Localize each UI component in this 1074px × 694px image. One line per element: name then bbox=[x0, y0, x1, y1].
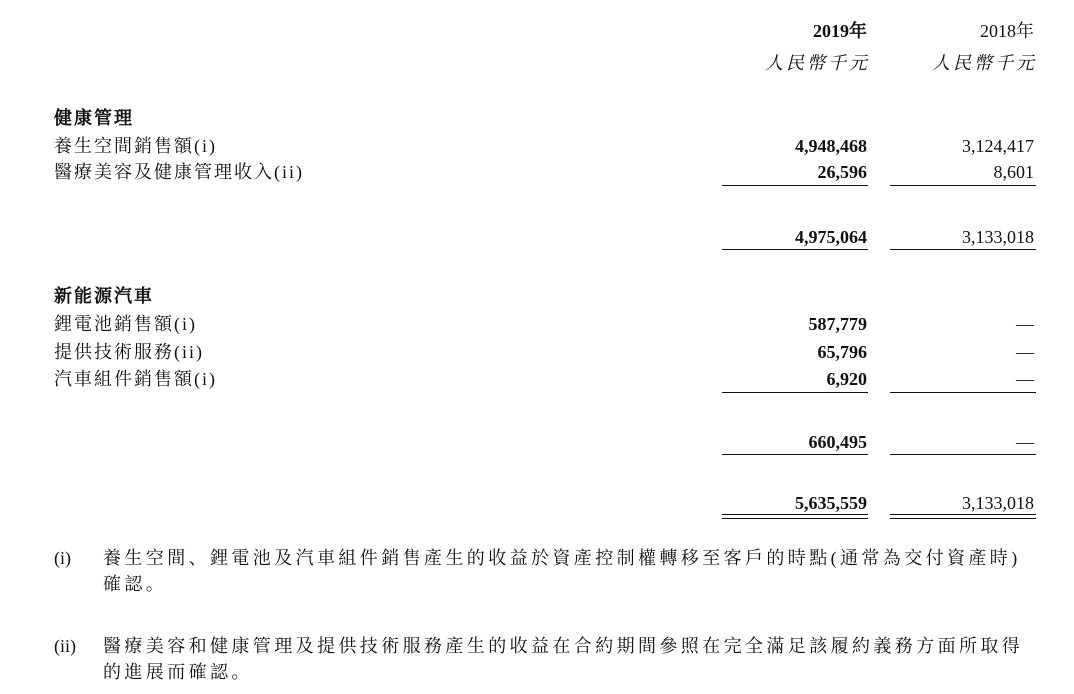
row-value-2019: 26,596 bbox=[817, 162, 867, 182]
note-paragraph: 養生空間、鋰電池及汽車組件銷售產生的收益於資產控制權轉移至客戶的時點(通常為交付資產時)確認。 bbox=[103, 548, 1021, 594]
row-label: 汽車組件銷售額(i) bbox=[54, 369, 217, 389]
subtotal-value-2018: — bbox=[1016, 432, 1034, 452]
double-rule-bottom bbox=[722, 518, 868, 519]
row-label: 提供技術服務(ii) bbox=[54, 342, 204, 362]
note-text bbox=[103, 545, 1038, 597]
row-value-2018: 8,601 bbox=[993, 162, 1034, 182]
unit-label-2018: 人民幣千元 bbox=[932, 53, 1037, 73]
note-text bbox=[103, 633, 1038, 685]
rule-line bbox=[722, 454, 868, 455]
double-rule-top bbox=[890, 514, 1036, 515]
row-value-2019: 65,796 bbox=[817, 342, 867, 362]
rule-line bbox=[722, 249, 868, 250]
total-value-2019: 5,635,559 bbox=[795, 493, 867, 513]
rule-line bbox=[890, 249, 1036, 250]
section-title-health: 健康管理 bbox=[54, 108, 134, 128]
unit-label-2019: 人民幣千元 bbox=[765, 53, 870, 73]
subtotal-value-2019: 4,975,064 bbox=[795, 227, 867, 247]
rule-line bbox=[890, 185, 1036, 186]
row-label: 醫療美容及健康管理收入(ii) bbox=[54, 162, 304, 182]
note-mark: (ii) bbox=[54, 636, 76, 656]
column-header-2018: 2018年 bbox=[980, 21, 1034, 41]
subtotal-value-2018: 3,133,018 bbox=[962, 227, 1034, 247]
row-value-2019: 587,779 bbox=[808, 314, 867, 334]
rule-line bbox=[722, 185, 868, 186]
row-value-2019: 4,948,468 bbox=[795, 136, 867, 156]
row-value-2018: — bbox=[1016, 369, 1034, 389]
double-rule-bottom bbox=[890, 518, 1036, 519]
row-label: 養生空間銷售額(i) bbox=[54, 136, 217, 156]
row-value-2018: 3,124,417 bbox=[962, 136, 1034, 156]
note-paragraph: 醫療美容和健康管理及提供技術服務產生的收益在合約期間參照在完全滿足該履約義務方面所取得的進展而確認。 bbox=[103, 636, 1024, 682]
rule-line bbox=[890, 392, 1036, 393]
row-value-2019: 6,920 bbox=[826, 369, 867, 389]
double-rule-top bbox=[722, 514, 868, 515]
total-value-2018: 3,133,018 bbox=[962, 493, 1034, 513]
row-value-2018: — bbox=[1016, 314, 1034, 334]
row-value-2018: — bbox=[1016, 342, 1034, 362]
section-title-new-energy: 新能源汽車 bbox=[54, 286, 154, 306]
subtotal-value-2019: 660,495 bbox=[808, 432, 867, 452]
rule-line bbox=[722, 392, 868, 393]
rule-line bbox=[890, 454, 1036, 455]
note-mark: (i) bbox=[54, 548, 71, 568]
row-label: 鋰電池銷售額(i) bbox=[54, 314, 197, 334]
column-header-2019: 2019年 bbox=[813, 21, 867, 41]
